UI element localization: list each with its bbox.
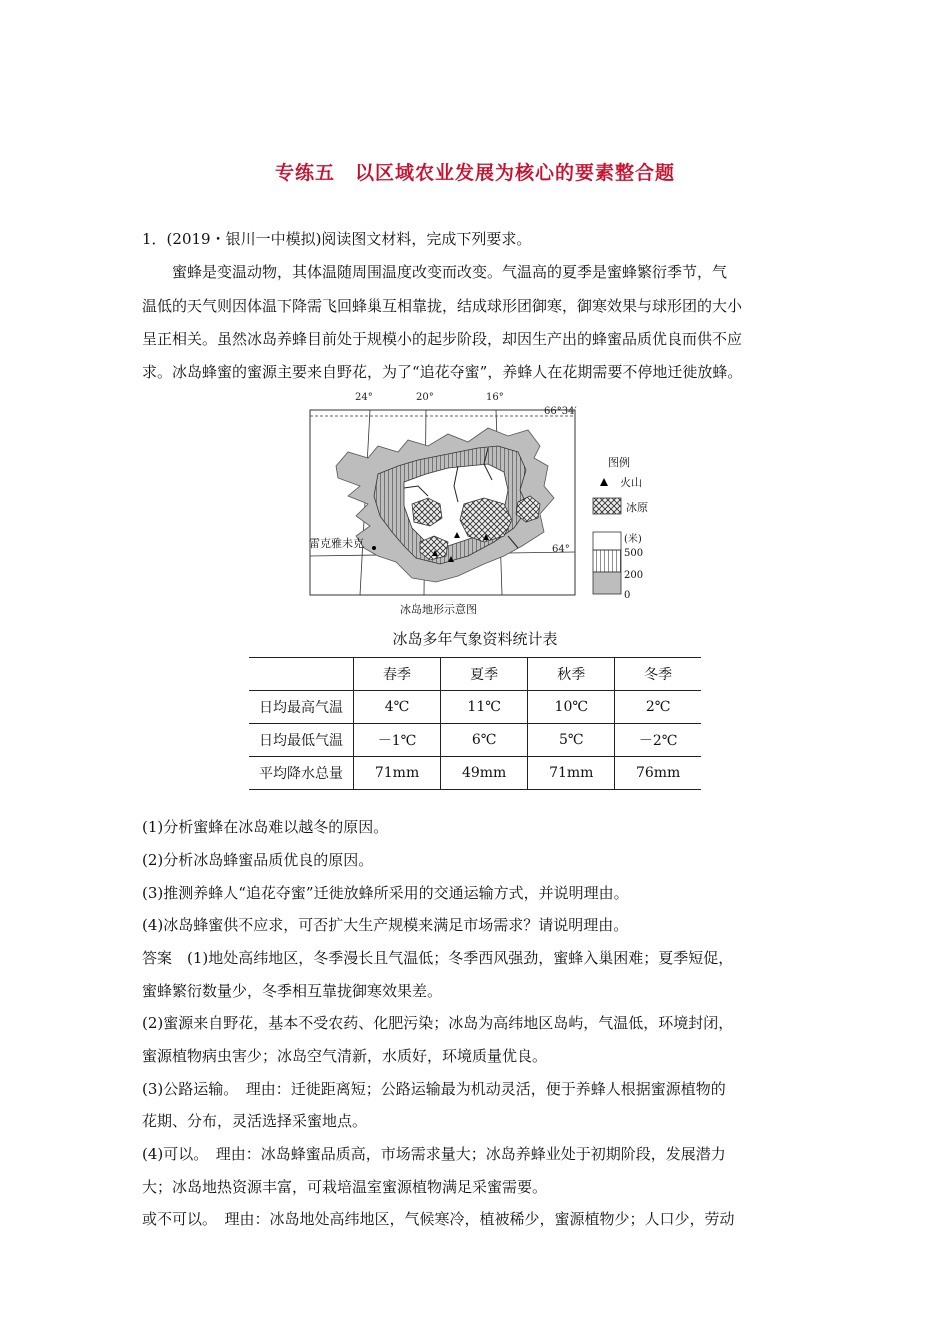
legend-low-swatch (593, 572, 621, 594)
answer-line: 蜜源植物病虫害少；冰岛空气清新，水质好，环境质量优良。 (142, 1047, 548, 1065)
table-row (249, 757, 701, 790)
table-cell: 5℃ (528, 724, 615, 757)
lon-label-16: 16° (486, 392, 504, 403)
table-header-row (249, 658, 701, 691)
material-line: 蜜蜂是变温动物，其体温随周围温度改变而改变。气温高的夏季是蜜蜂繁衍季节，气 (172, 263, 728, 281)
legend-level: 0 (624, 590, 631, 601)
legend-level: 200 (624, 570, 644, 581)
question-intro: 1．(2019・银川一中模拟)阅读图文材料，完成下列要求。 (142, 230, 532, 248)
table-cell: 6℃ (441, 724, 528, 757)
legend-unit: (米) (624, 534, 642, 545)
table-cell: 平均降水总量 (249, 757, 354, 790)
lon-label-20: 20° (416, 392, 434, 403)
legend-mid-swatch (593, 550, 621, 572)
material-line: 呈正相关。虽然冰岛养蜂目前处于规模小的起步阶段，却因生产出的蜂蜜品质优良而供不应 (142, 330, 743, 348)
table-caption: 冰岛多年气象资料统计表 (392, 630, 558, 648)
table-header-cell: 冬季 (615, 658, 701, 691)
answer-line: (4)可以。 理由：冰岛蜂蜜品质高，市场需求量大；冰岛养蜂业处于初期阶段，发展潜力 (142, 1145, 726, 1163)
table-row (249, 691, 701, 724)
sub-question: (3)推测养蜂人“追花夺蜜”迁徙放蜂所采用的交通运输方式，并说明理由。 (142, 884, 629, 902)
page-title: 专练五 以区域农业发展为核心的要素整合题 (274, 162, 675, 184)
table-cell: 2℃ (615, 691, 701, 724)
table-header-cell: 夏季 (441, 658, 528, 691)
city-label: 雷克雅未克 (309, 537, 364, 550)
table-cell: 4℃ (354, 691, 441, 724)
table-cell: 76mm (615, 757, 701, 790)
answer-line: (3)公路运输。 理由：迁徙距离短；公路运输最为机动灵活，便于养蜂人根据蜜源植物的 (142, 1080, 726, 1098)
answer-line: (2)蜜源来自野花，基本不受农药、化肥污染；冰岛为高纬地区岛屿，气温低，环境封闭， (142, 1014, 734, 1032)
table-cell: 10℃ (528, 691, 615, 724)
weather-table (249, 657, 701, 790)
answer-line: 或不可以。 理由：冰岛地处高纬地区，气候寒冷，植被稀少，蜜源植物少；人口少，劳动 (142, 1210, 735, 1228)
volcano-icon (600, 478, 608, 486)
map-caption: 冰岛地形示意图 (400, 603, 477, 616)
legend-glacier-swatch (593, 498, 621, 514)
legend-volcano: 火山 (620, 476, 642, 489)
table-row (249, 724, 701, 757)
iceland-terrain-map (308, 386, 656, 620)
table-cell: －1℃ (354, 724, 441, 757)
table-header-cell: 春季 (354, 658, 441, 691)
sub-question: (1)分析蜜蜂在冰岛难以越冬的原因。 (142, 818, 389, 836)
sub-question: (4)冰岛蜂蜜供不应求，可否扩大生产规模来满足市场需求？请说明理由。 (142, 916, 629, 934)
lat-label-top: 66°34′ (544, 406, 577, 417)
answer-line: 花期、分布，灵活选择采蜜地点。 (142, 1112, 368, 1130)
table-cell: －2℃ (615, 724, 701, 757)
table-cell: 71mm (354, 757, 441, 790)
answer-line: 大；冰岛地热资源丰富，可栽培温室蜜源植物满足采蜜需要。 (142, 1178, 548, 1196)
material-line: 求。冰岛蜂蜜的蜜源主要来自野花，为了“追花夺蜜”，养蜂人在花期需要不停地迁徙放蜂。 (142, 363, 743, 381)
table-cell: 71mm (528, 757, 615, 790)
table-cell: 11℃ (441, 691, 528, 724)
lon-label-24: 24° (355, 392, 373, 403)
legend-glacier: 冰原 (626, 501, 648, 514)
table-cell: 日均最低气温 (249, 724, 354, 757)
lat-label-mid: 64° (552, 544, 570, 555)
answer-line: 蜜蜂繁衍数量少，冬季相互靠拢御寒效果差。 (142, 982, 443, 1000)
table-header-cell: 秋季 (528, 658, 615, 691)
answer-line: 答案 (1)地处高纬地区，冬季漫长且气温低；冬季西风强劲，蜜蜂入巢困难；夏季短促， (142, 949, 734, 967)
legend-high-swatch (593, 532, 621, 550)
sub-question: (2)分析冰岛蜂蜜品质优良的原因。 (142, 851, 374, 869)
table-cell: 日均最高气温 (249, 691, 354, 724)
legend-level: 500 (624, 548, 644, 559)
material-line: 温低的天气则因体温下降需飞回蜂巢互相靠拢，结成球形团御寒，御寒效果与球形团的大小 (142, 297, 743, 315)
table-header-cell (249, 658, 354, 691)
city-dot (372, 546, 376, 550)
table-cell: 49mm (441, 757, 528, 790)
legend-title: 图例 (608, 456, 630, 469)
